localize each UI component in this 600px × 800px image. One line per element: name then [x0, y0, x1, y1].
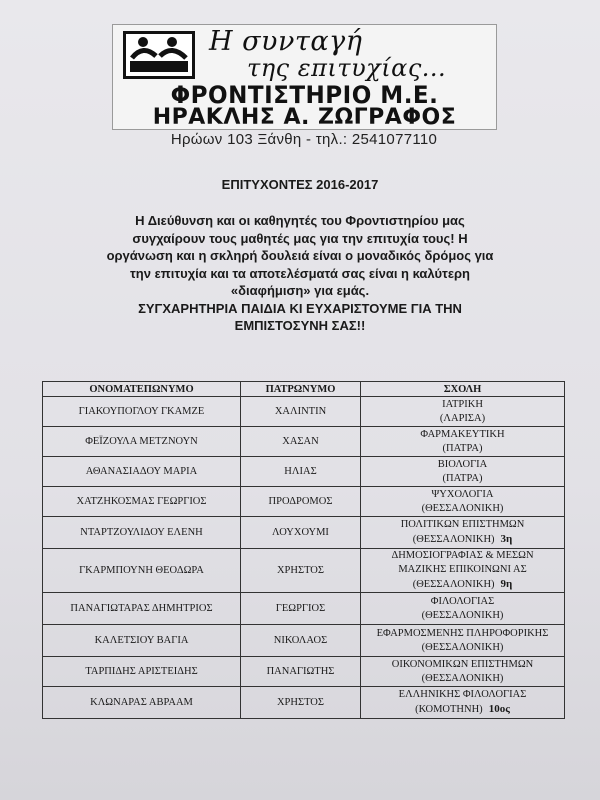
school-line-text: (ΘΕΣΣΑΛΟΝΙΚΗ) [421, 641, 504, 653]
intro-line: «διαφήμιση» για εμάς. [230, 283, 370, 298]
school-line [363, 577, 562, 592]
intro-line: ΕΜΠΙΣΤΟΣΥΝΗ ΣΑΣ!! [234, 318, 366, 333]
father-name: ΧΡΗΣΤΟΣ [241, 687, 361, 719]
table-row [43, 397, 565, 427]
father-name: ΠΑΝΑΓΙΩΤΗΣ [241, 657, 361, 687]
school-line [363, 502, 562, 516]
student-name: ΚΑΛΕΤΣΙΟΥ ΒΑΓΙΑ [43, 625, 241, 657]
school-line [363, 412, 562, 426]
rank-badge: 3η [500, 533, 513, 545]
results-table [42, 381, 565, 719]
slogan [209, 26, 489, 82]
father-name: ΧΑΣΑΝ [241, 427, 361, 457]
school-line [363, 609, 562, 623]
intro-line: την επιτυχία και τα αποτελέσματά σας είναι η καλύτερη [130, 265, 470, 281]
school-line: ΔΗΜΟΣΙΟΓΡΑΦΙΑΣ & ΜΕΣΩΝ [391, 550, 534, 561]
logo-figures-icon [123, 31, 195, 79]
school-cell [361, 625, 565, 657]
intro-line: οργάνωση και η σκληρή δουλειά είναι ο μοναδικός δρόμος για [106, 248, 494, 263]
student-name: ΓΚΑΡΜΠΟΥΝΗ ΘΕΟΔΩΡΑ [43, 549, 241, 593]
school-cell [361, 517, 565, 549]
intro-text [90, 212, 510, 335]
school-line: ΕΦΑΡΜΟΣΜΕΝΗΣ ΠΛΗΡΟΦΟΡΙΚΗΣ [376, 627, 549, 639]
school-line: ΨΥΧΟΛΟΓΙΑ [431, 488, 494, 500]
header-father: ΠΑΤΡΩΝΥΜΟ [241, 382, 361, 397]
student-name: ΦΕΪΖΟΥΛΑ ΜΕΤΖΝΟΥΝ [43, 427, 241, 457]
letterhead [112, 24, 497, 130]
father-name: ΧΑΛΙΝΤΙΝ [241, 397, 361, 427]
table-row [43, 687, 565, 719]
table-header-row [43, 382, 565, 397]
slogan-line1: Η συνταγή [209, 26, 363, 57]
school-line-text: (ΚΟΜΟΤΗΝΗ) [415, 704, 483, 715]
school-name: ΦΡΟΝΤΙΣΤΗΡΙΟ Μ.Ε. [170, 81, 439, 109]
student-name: ΝΤΑΡΤΖΟΥΛΙΔΟΥ ΕΛΕΝΗ [43, 517, 241, 549]
school-line-text: (ΘΕΣΣΑΛΟΝΙΚΗ) [412, 579, 495, 590]
table-row [43, 487, 565, 517]
school-line: ΙΑΤΡΙΚΗ [442, 398, 483, 410]
header-name: ΟΝΟΜΑΤΕΠΩΝΥΜΟ [43, 382, 241, 397]
school-line: ΕΛΛΗΝΙΚΗΣ ΦΙΛΟΛΟΓΙΑΣ [398, 689, 527, 700]
father-name: ΝΙΚΟΛΑΟΣ [241, 625, 361, 657]
rank-badge: 10ος [488, 703, 510, 715]
student-name: ΑΘΑΝΑΣΙΑΔΟΥ ΜΑΡΙΑ [43, 457, 241, 487]
school-line: ΠΟΛΙΤΙΚΩΝ ΕΠΙΣΤΗΜΩΝ [400, 519, 525, 530]
school-cell [361, 427, 565, 457]
school-line-text: (ΘΕΣΣΑΛΟΝΙΚΗ) [421, 502, 504, 514]
table-row [43, 457, 565, 487]
intro-line: ΣΥΓΧΑΡΗΤΗΡΙΑ ΠΑΙΔΙΑ ΚΙ ΕΥΧΑΡΙΣΤΟΥΜΕ ΓΙΑ ΤΗΝ [138, 300, 462, 316]
slogan-line2: της επιτυχίας... [247, 54, 447, 82]
intro-line: Η Διεύθυνση και οι καθηγητές του Φροντιστηρίου μας [135, 213, 465, 228]
school-line: ΟΙΚΟΝΟΜΙΚΩΝ ΕΠΙΣΤΗΜΩΝ [391, 658, 534, 670]
school-line: ΒΙΟΛΟΓΙΑ [437, 458, 488, 470]
school-cell [361, 687, 565, 719]
rank-badge: 9η [500, 578, 513, 590]
student-name: ΚΛΩΝΑΡΑΣ ΑΒΡΑΑΜ [43, 687, 241, 719]
school-line [363, 472, 562, 486]
student-name: ΤΑΡΠΙΔΗΣ ΑΡΙΣΤΕΙΔΗΣ [43, 657, 241, 687]
school-line: ΦΙΛΟΛΟΓΙΑΣ [430, 595, 495, 607]
school-line [363, 563, 562, 577]
school-cell [361, 593, 565, 625]
table-row [43, 427, 565, 457]
student-name: ΧΑΤΖΗΚΟΣΜΑΣ ΓΕΩΡΓΙΟΣ [43, 487, 241, 517]
school-cell [361, 487, 565, 517]
school-line-text: ΜΑΖΙΚΗΣ ΕΠΙΚΟΙΝΩΝΙ ΑΣ [398, 564, 527, 575]
school-line [363, 702, 562, 717]
table-row [43, 593, 565, 625]
school-line-text: (ΘΕΣΣΑΛΟΝΙΚΗ) [421, 672, 504, 684]
father-name: ΛΟΥΧΟΥΜΙ [241, 517, 361, 549]
intro-line: συγχαίρουν τους μαθητές μας για την επιτυχία τους! Η [132, 230, 468, 246]
document-title: ΕΠΙΤΥΧΟΝΤΕΣ 2016-2017 [221, 177, 379, 192]
school-line: ΦΑΡΜΑΚΕΥΤΙΚΗ [420, 428, 505, 440]
table-row [43, 625, 565, 657]
school-line-text: (ΛΑΡΙΣΑ) [439, 412, 486, 424]
header-school: ΣΧΟΛΗ [361, 382, 565, 397]
owner-name: ΗΡΑΚΛΗΣ Α. ΖΩΓΡΑΦΟΣ [152, 105, 457, 130]
school-line [363, 532, 562, 547]
school-cell [361, 549, 565, 593]
student-name: ΠΑΝΑΓΙΩΤΑΡΑΣ ΔΗΜΗΤΡΙΟΣ [43, 593, 241, 625]
school-line [363, 641, 562, 655]
father-name: ΓΕΩΡΓΙΟΣ [241, 593, 361, 625]
school-cell [361, 457, 565, 487]
school-line-text: (ΠΑΤΡΑ) [442, 472, 483, 484]
father-name: ΠΡΟΔΡΟΜΟΣ [241, 487, 361, 517]
student-name: ΓΙΑΚΟΥΠΟΓΛΟΥ ΓΚΑΜΖΕ [43, 397, 241, 427]
address-line: Ηρώων 103 Ξάνθη - τηλ.: 2541077110 [170, 131, 438, 148]
school-line-text: (ΠΑΤΡΑ) [442, 442, 483, 454]
school-cell [361, 657, 565, 687]
father-name: ΧΡΗΣΤΟΣ [241, 549, 361, 593]
school-cell [361, 397, 565, 427]
school-line [363, 442, 562, 456]
school-line [363, 672, 562, 686]
father-name: ΗΛΙΑΣ [241, 457, 361, 487]
school-line-text: (ΘΕΣΣΑΛΟΝΙΚΗ) [421, 609, 504, 621]
school-line-text: (ΘΕΣΣΑΛΟΝΙΚΗ) [412, 534, 495, 545]
table-row [43, 549, 565, 593]
table-row [43, 657, 565, 687]
table-row [43, 517, 565, 549]
